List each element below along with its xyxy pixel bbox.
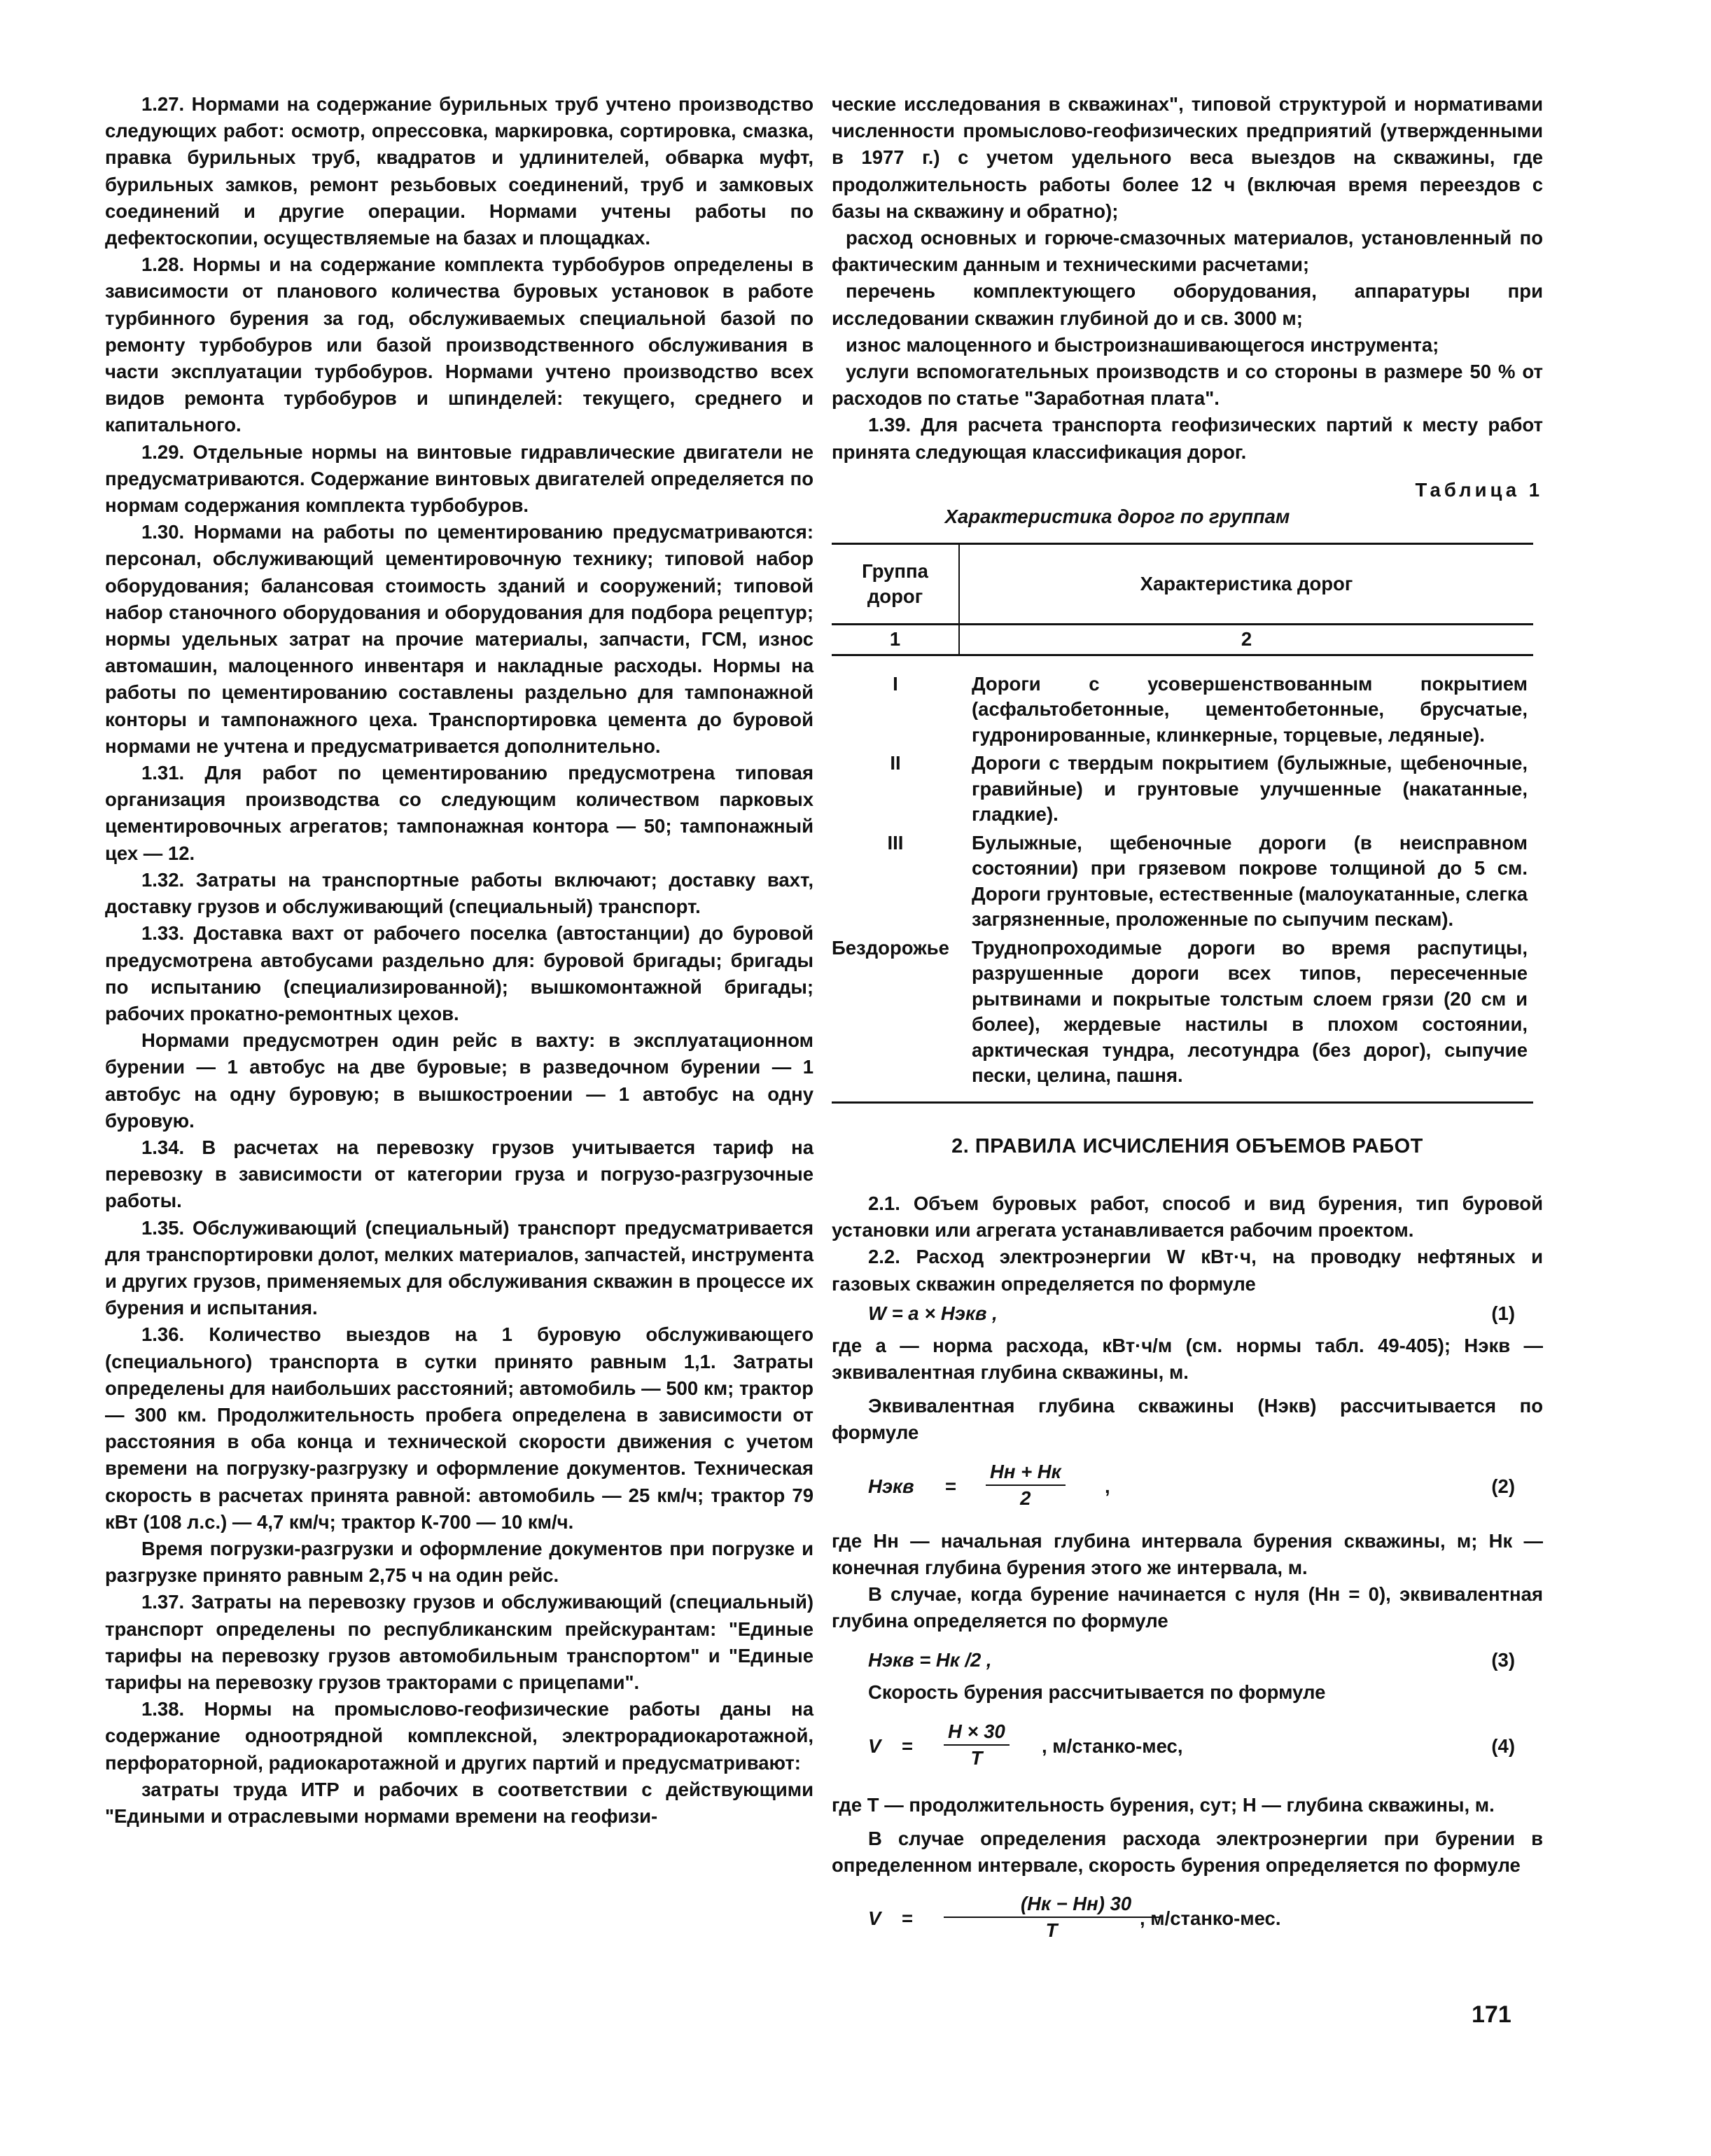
formula-number: (1) xyxy=(1491,1302,1515,1324)
table-row xyxy=(832,655,1533,751)
paragraph xyxy=(105,867,813,920)
paragraph-number: 1.36. xyxy=(141,1323,185,1346)
table-cell-desc: Труднопроходимые дороги во время распутицы, разрушенные дороги всех типов, пересеченные рытвинами и покрытые толстым слоем грязи (20 см и более), жердевые настилы в плохом состоянии, арктическая тундра, лесотундра (без дорог), сыпучие пески, целина, пашня. xyxy=(972,936,1528,1087)
paragraph-number: 1.31. xyxy=(141,762,185,784)
table-cell-desc: Дороги с твердым покрытием (булыжные, щебеночные, гравийные) и грунтовые улучшенные (накатанные, гладкие). xyxy=(972,752,1528,826)
paragraph xyxy=(105,1134,813,1215)
paragraph-text: перечень комплектующего оборудования, аппаратуры при исследовании скважин глубиной до и св. 3000 м; xyxy=(832,280,1543,329)
paragraph-2-2 xyxy=(832,1244,1543,1297)
paragraph-text: Объем буровых работ, способ и вид бурения, тип буровой установки или агрегата устанавливается рабочим проектом. xyxy=(832,1192,1544,1242)
formula-expression: W = a × Hэкв , xyxy=(868,1302,998,1324)
formula-comma: , xyxy=(1105,1475,1110,1497)
table-cell-group: I xyxy=(893,672,898,695)
paragraph-number: 1.39. xyxy=(868,414,912,436)
fraction xyxy=(944,1719,1010,1771)
paragraph xyxy=(832,225,1543,278)
fraction-denominator: 2 xyxy=(1020,1487,1031,1509)
paragraph-number: 1.38. xyxy=(141,1698,185,1720)
paragraph xyxy=(105,1215,813,1322)
formula-2 xyxy=(832,1454,1543,1521)
table-cell-desc: Булыжные, щебеночные дороги (в неисправном состоянии) при грязевом покрове толщиной до 5 см. Дороги грунтовые, естественные (малоукатанные, слегка загрязненные, проложенные по сыпучим пескам). xyxy=(972,831,1528,931)
fraction-denominator: Т xyxy=(1045,1919,1058,1942)
table-bottom-rule xyxy=(832,1101,1533,1104)
paragraph-text: Нормами на работы по цементированию предусматриваются: персонал, обслуживающий цементировочную технику; типовой набор оборудования; балансовая стоимость зданий и сооружений; типовой набор станочного оборудования и оборудования для подбора рецептур; нормы удельных затрат на прочие материалы, запчасти, ГСМ, износ автомашин, малоценного инвентаря и накладные расходы. Нормы на работы по цементированию составлены раздельно для тампонажной конторы и тампонажного цеха. Транспортировка цемента до буровой нормами не учтена и предусматривается дополнительно. xyxy=(105,521,814,757)
paragraph xyxy=(105,1321,813,1536)
paragraph-text: Отдельные нормы на винтовые гидравлические двигатели не предусматриваются. Содержание винтовых двигателей определяется по нормам содержания комплекта турбобуров. xyxy=(105,440,813,517)
fraction-numerator: Нн + Нк xyxy=(986,1459,1066,1486)
paragraph-number: 1.29. xyxy=(141,440,185,463)
paragraph-number: 1.32. xyxy=(141,868,185,891)
formula-4-legend: где Т — продолжительность бурения, сут; Н — глубина скважины, м. xyxy=(832,1793,1495,1816)
formula-3 xyxy=(832,1644,1543,1676)
table-row xyxy=(832,751,1533,830)
paragraph-text: Время погрузки-разгрузки и оформление документов при погрузке и разгрузке принято равным 2,75 ч на один рейс. xyxy=(105,1537,813,1587)
fraction xyxy=(944,1891,1159,1943)
table-colnum-1: 1 xyxy=(832,625,959,655)
paragraph-number: 2.1. xyxy=(868,1192,900,1214)
table-cell-group: II xyxy=(890,752,901,774)
left-column xyxy=(105,91,813,1830)
paragraph xyxy=(105,91,813,251)
paragraph xyxy=(105,1027,813,1134)
paragraph-number: 1.37. xyxy=(141,1591,185,1613)
formula-units: , м/станко-мес, xyxy=(1042,1734,1183,1757)
table-cell-desc: Дороги с усовершенствованным покрытием (асфальтобетонные, цементобетонные, брусчатые, гудронированные, клинкерные, торцевые, ледяные). xyxy=(972,672,1528,746)
formula-expression: Нэкв = Нк /2 , xyxy=(868,1649,992,1671)
paragraph-text: расход основных и горюче-смазочных материалов, установленный по фактическим данным и техническими расчетами; xyxy=(832,227,1543,276)
paragraph xyxy=(105,760,813,867)
paragraph-text: ческие исследования в скважинах", типовой структурой и нормативами численности промыслово-геофизических предприятий (утвержденными в 1977 г.) с учетом удельного веса выездов на скважины, где продолжительность работы более 12 ч (включая время переездов с базы на скважину и обратно); xyxy=(832,93,1543,222)
right-column-top xyxy=(832,91,1543,466)
formula-5 xyxy=(832,1886,1543,1953)
fraction-numerator: (Нк − Нн) 30 xyxy=(944,1891,1159,1918)
formula-2-legend: где Нн — начальная глубина интервала бурения скважины, м; Нк — конечная глубина бурения этого же интервала, м. xyxy=(832,1529,1543,1578)
formula-4 xyxy=(832,1713,1543,1781)
paragraph xyxy=(832,91,1543,225)
paragraph-text: Нормами предусмотрен один рейс в вахту: в эксплуатационном бурении — 1 автобус на две буровые; в разведочном бурении — 1 автобус на одну буровую; в вышкостроении — 1 автобус на одну буровую. xyxy=(105,1029,813,1132)
paragraph xyxy=(105,519,813,760)
paragraph-number: 1.28. xyxy=(141,253,185,276)
table-header-characteristic: Характеристика дорог xyxy=(959,544,1533,625)
paragraph-number: 2.2. xyxy=(868,1246,900,1268)
paragraph-text: Затраты на перевозку грузов и обслуживающий (специальный) транспорт определены по республиканским прейскурантам: "Единые тарифы на перевозку грузов автомобильным транспортом" и "Единые тарифы на перевозку грузов тракторами с прицепами". xyxy=(105,1591,814,1693)
paragraph-text: Расход электроэнергии W кВт·ч, на проводку нефтяных и газовых скважин определяется по формуле xyxy=(832,1246,1543,1295)
formula-number: (4) xyxy=(1491,1734,1515,1757)
paragraph-text: Нормы и на содержание комплекта турбобуров определены в зависимости от планового количества буровых установок в работе турбинного бурения за год, обслуживаемых специальной базой по ремонту турбобуров или базой производственного обслуживания в части эксплуатации турбобуров. Нормами учтено производство всех видов ремонта турбобуров и шпинделей: текущего, среднего и капитального. xyxy=(105,253,814,436)
formula-1 xyxy=(832,1298,1543,1330)
paragraph xyxy=(105,251,813,438)
paragraph xyxy=(105,1536,813,1589)
fraction-numerator: Н × 30 xyxy=(944,1719,1010,1746)
table-cell-group: III xyxy=(887,831,904,854)
paragraph-number: 1.33. xyxy=(141,922,185,945)
paragraph-text: Количество выездов на 1 буровую обслуживающего (специального) транспорта в сутки принято равным 1,1. Затраты определены для наибольших расстояний; автомобиль — 500 км; трактор — 300 км. Продолжительность пробега определена в зависимости от расстояния в оба конца и технической скорости движения с учетом времени на погрузку-разгрузку и оформление документов. Техническая скорость в расчетах принята равной: автомобиль — 25 км/ч; трактор 79 кВт (108 л.с.) — 4,7 км/ч; трактор К-700 — 10 км/ч. xyxy=(105,1323,813,1533)
paragraph xyxy=(832,278,1543,331)
formula-number: (3) xyxy=(1491,1649,1515,1671)
formula-lhs: Нэкв xyxy=(868,1475,914,1497)
paragraph-text: услуги вспомогательных производств и со стороны в размере 50 % от расходов по статье "Заработная плата". xyxy=(832,361,1543,410)
formula-number: (2) xyxy=(1491,1475,1515,1497)
table-colnum-2: 2 xyxy=(959,625,1533,655)
paragraph-text: Обслуживающий (специальный) транспорт предусматривается для транспортировки долот, мелких материалов, запчастей, инструмента и других грузов, применяемых для обслуживания скважин в процессе их бурения и испытания. xyxy=(105,1216,813,1319)
table-row xyxy=(832,936,1533,1092)
speed-intro: Скорость бурения рассчитывается по формуле xyxy=(868,1681,1326,1704)
paragraph xyxy=(105,1776,813,1830)
interval-intro: В случае определения расхода электроэнергии при бурении в определенном интервале, скорость бурения определяется по формуле xyxy=(832,1827,1543,1876)
zero-start-case: В случае, когда бурение начинается с нуля (Нн = 0), эквивалентная глубина определяется по формуле xyxy=(832,1583,1543,1632)
paragraph-number: 1.27. xyxy=(141,93,185,115)
paragraph-text: Для работ по цементированию предусмотрена типовая организация производства со следующим количеством парковых цементировочных агрегатов; тампонажная контора — 50; тампонажный цех — 12. xyxy=(105,762,814,864)
table-title: Характеристика дорог по группам xyxy=(944,506,1290,528)
roads-table xyxy=(832,543,1533,1092)
fraction xyxy=(986,1459,1066,1511)
formula-units: , м/станко-мес. xyxy=(1140,1907,1281,1930)
table-number: Таблица 1 xyxy=(1415,478,1543,501)
paragraph-text: Нормы на промыслово-геофизические работы даны на содержание одноотрядной комплексной, электрорадиокаротажной, перфораторной, радиокаротажной и других партий и предусматривают: xyxy=(105,1698,813,1774)
equals-sign: = xyxy=(902,1734,914,1757)
paragraph-text: Затраты на транспортные работы включают; доставку вахт, доставку грузов и обслуживающий (специальный) транспорт. xyxy=(105,868,813,918)
paragraph-text: Нормами на содержание бурильных труб учтено производство следующих работ: осмотр, опрессовка, маркировка, сортировка, смазка, правка бурильных труб, квадратов и удлинителей, обварка муфт, бурильных замков, ремонт резьбовых соединений, труб и замковых соединений и другие операции. Нормами учтены работы по дефектоскопии, осуществляемые на базах и площадках. xyxy=(105,93,814,249)
paragraph-text: износ малоценного и быстроизнашивающегося инструмента; xyxy=(846,333,1439,356)
paragraph xyxy=(105,1589,813,1696)
paragraph xyxy=(832,332,1543,359)
formula-1-legend: где а — норма расхода, кВт·ч/м (см. нормы табл. 49-405); Нэкв — эквивалентная глубина скважины, м. xyxy=(832,1334,1543,1383)
paragraph xyxy=(832,412,1543,465)
paragraph xyxy=(105,439,813,520)
table-header-group: Группа дорог xyxy=(832,544,959,625)
table-cell-group: Бездорожье xyxy=(832,936,949,959)
paragraph-text: Для расчета транспорта геофизических партий к месту работ принята следующая классификация дорог. xyxy=(832,414,1544,463)
paragraph-text: затраты труда ИТР и рабочих в соответствии с действующими "Едиными и отраслевыми нормами времени на геофизи- xyxy=(105,1778,813,1827)
paragraph-number: 1.34. xyxy=(141,1136,185,1158)
equals-sign: = xyxy=(902,1907,914,1930)
paragraph-number: 1.30. xyxy=(141,521,185,543)
formula-lhs: V xyxy=(868,1907,881,1930)
section-heading: 2. ПРАВИЛА ИСЧИСЛЕНИЯ ОБЪЕМОВ РАБОТ xyxy=(951,1134,1423,1157)
equals-sign: = xyxy=(945,1475,957,1497)
paragraph-text: Доставка вахт от рабочего поселка (автостанции) до буровой предусмотрена автобусами раздельно для: буровой бригады; бригады по испытанию (специализированной); вышкомонтажной бригады; рабочих прокатно-ремонтных цехов. xyxy=(105,922,814,1024)
paragraph xyxy=(105,920,813,1027)
right-column xyxy=(832,91,1543,1960)
paragraph xyxy=(105,1696,813,1776)
paragraph xyxy=(832,359,1543,412)
paragraph-text: В расчетах на перевозку грузов учитывается тариф на перевозку в зависимости от категории груза и погрузо-разгрузочные работы. xyxy=(105,1136,813,1212)
paragraph-number: 1.35. xyxy=(141,1216,185,1239)
fraction-denominator: Т xyxy=(970,1746,983,1769)
formula-lhs: V xyxy=(868,1734,881,1757)
table-row xyxy=(832,830,1533,936)
equivalent-depth-intro: Эквивалентная глубина скважины (Нэкв) рассчитывается по формуле xyxy=(832,1395,1543,1444)
paragraph-2-1 xyxy=(832,1190,1543,1244)
page-number: 171 xyxy=(1472,2001,1511,2028)
